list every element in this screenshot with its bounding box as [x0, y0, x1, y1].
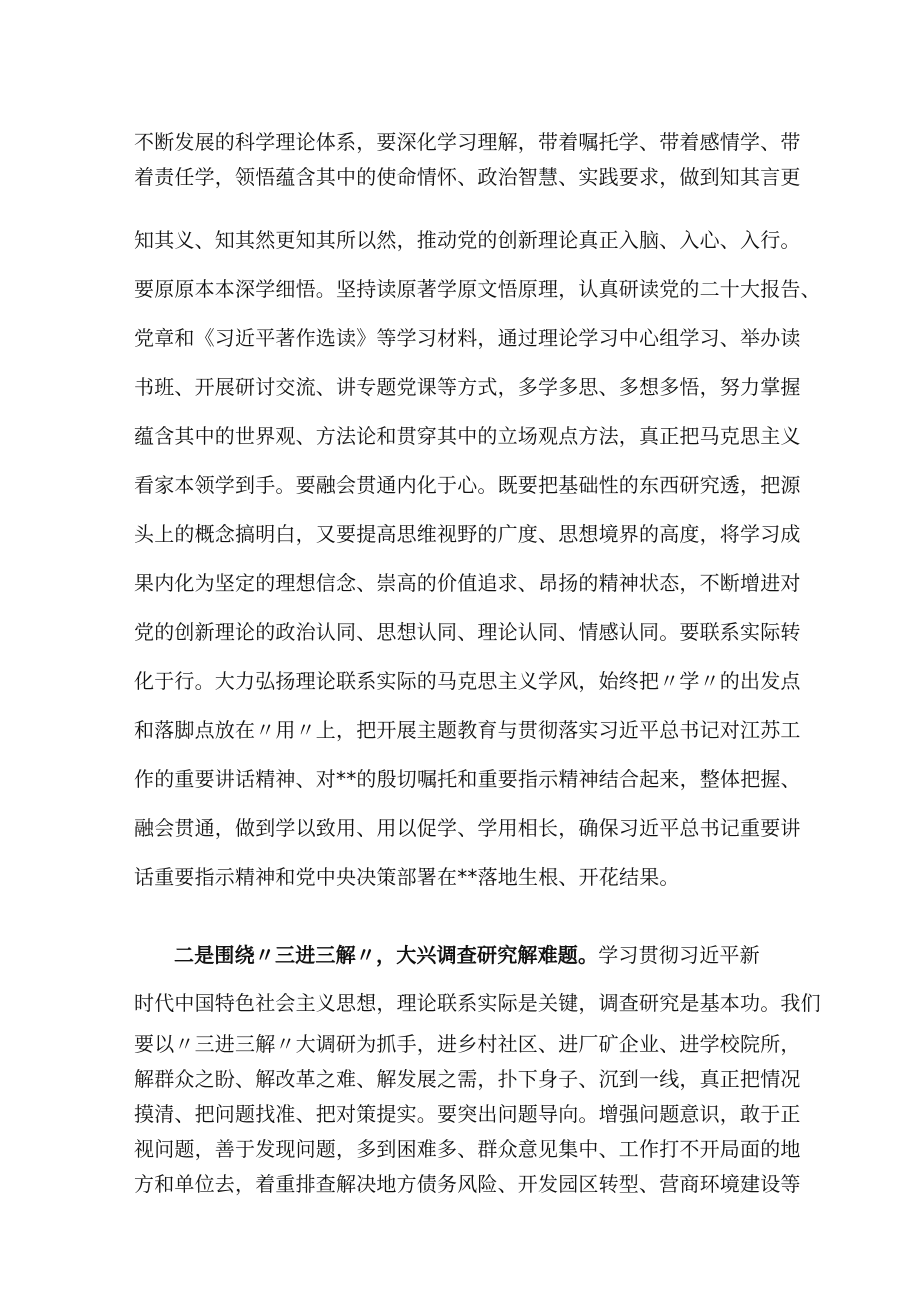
section-heading-line — [174, 942, 760, 968]
paragraph1-line: 不断发展的科学理论体系，要深化学习理解，带着嘱托学、带着感情学、带 — [134, 130, 801, 154]
paragraph1-line: 书班、开展研讨交流、讲专题党课等方式，多学多思、多想多悟，努力掌握 — [134, 375, 801, 399]
paragraph1-line: 着责任学，领悟蕴含其中的使命情怀、政治智慧、实践要求，做到知其言更 — [134, 165, 801, 189]
paragraph1-line: 头上的概念搞明白，又要提高思维视野的广度、思想境界的高度，将学习成 — [134, 522, 801, 546]
paragraph1-line: 融会贯通，做到学以致用、用以促学、学用相长，确保习近平总书记重要讲 — [134, 816, 801, 840]
paragraph1-line: 党的创新理论的政治认同、思想认同、理论认同、情感认同。要联系实际转 — [134, 620, 801, 644]
section-heading-bold: 二是围绕〃三进三解〃，大兴调查研究解难题。 — [174, 943, 599, 967]
paragraph1-line: 和落脚点放在〃用〃上，把开展主题教育与贯彻落实习近平总书记对江苏工 — [134, 718, 801, 742]
paragraph1-line: 看家本领学到手。要融会贯通内化于心。既要把基础性的东西研究透，把源 — [134, 473, 801, 497]
paragraph1-line: 作的重要讲话精神、对**的殷切嘱托和重要指示精神结合起来，整体把握、 — [134, 767, 801, 791]
paragraph2-line: 摸清、把问题找准、把对策提实。要突出问题导向。增强问题意识，敢于正 — [134, 1102, 801, 1126]
paragraph2-line: 要以〃三进三解〃大调研为抓手，进乡村社区、进厂矿企业、进学校院所， — [134, 1032, 801, 1056]
paragraph1-line: 蕴含其中的世界观、方法论和贯穿其中的立场观点方法，真正把马克思主义 — [134, 424, 801, 448]
paragraph1-line: 要原原本本深学细悟。坚持读原著学原文悟原理，认真研读党的二十大报告、 — [134, 277, 821, 301]
section-heading-rest: 学习贯彻习近平新 — [598, 943, 760, 967]
paragraph2-line: 视问题，善于发现问题，多到困难多、群众意见集中、工作打不开局面的地 — [134, 1137, 801, 1161]
paragraph1-line: 话重要指示精神和党中央决策部署在**落地生根、开花结果。 — [134, 865, 680, 889]
paragraph1-line: 果内化为坚定的理想信念、崇高的价值追求、昂扬的精神状态，不断增进对 — [134, 571, 801, 595]
paragraph1-line: 党章和《习近平著作选读》等学习材料，通过理论学习中心组学习、举办读 — [134, 326, 801, 350]
paragraph1-line: 化于行。大力弘扬理论联系实际的马克思主义学风，始终把〃学〃的出发点 — [134, 669, 801, 693]
paragraph2-line: 解群众之盼、解改革之难、解发展之需，扑下身子、沉到一线，真正把情况 — [134, 1067, 801, 1091]
paragraph2-line: 方和单位去，着重排查解决地方债务风险、开发园区转型、营商环境建设等 — [134, 1172, 801, 1196]
paragraph1-line: 知其义、知其然更知其所以然，推动党的创新理论真正入脑、入心、入行。 — [134, 228, 801, 252]
paragraph2-line: 时代中国特色社会主义思想，理论联系实际是关键，调查研究是基本功。我们 — [134, 991, 821, 1015]
